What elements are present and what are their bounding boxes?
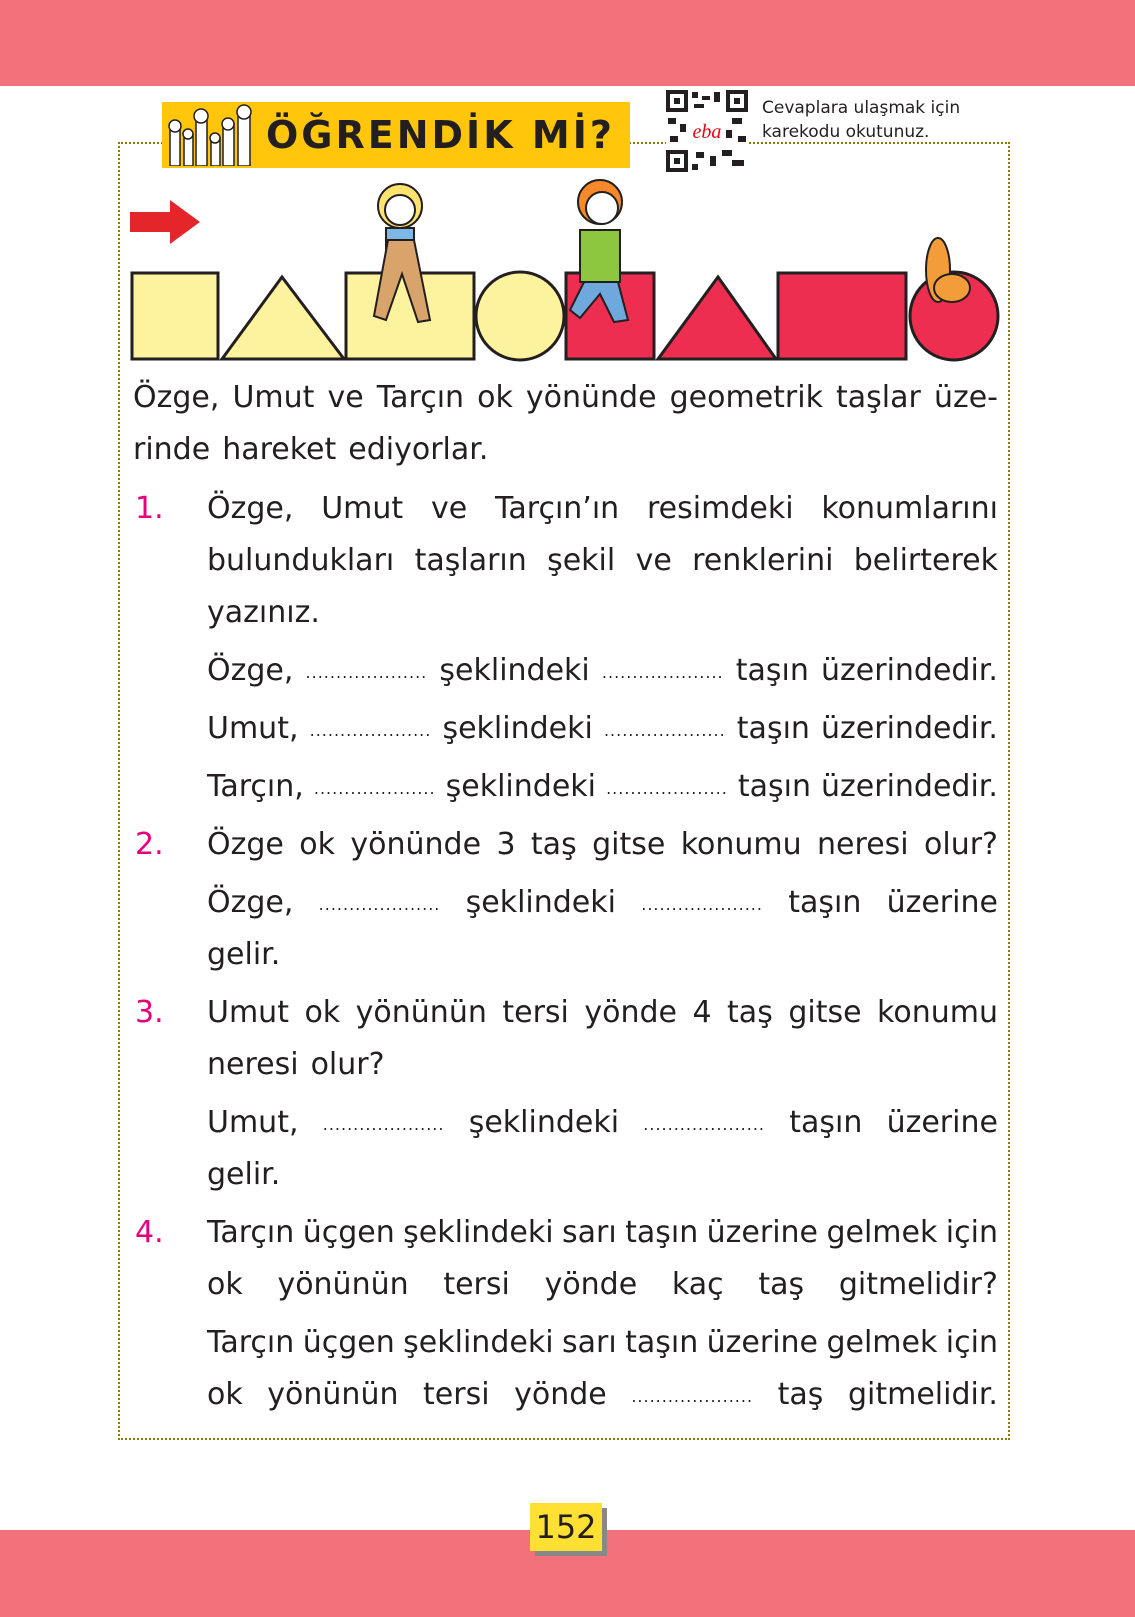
word: üzerindedir. bbox=[821, 652, 998, 688]
word: konumu bbox=[877, 994, 998, 1030]
answer-blank[interactable]: .................... bbox=[322, 1115, 445, 1134]
word: şeklindeki bbox=[403, 1214, 554, 1250]
word: üzerine bbox=[706, 1214, 819, 1250]
word: Özge, bbox=[207, 884, 294, 920]
word: için bbox=[945, 1214, 998, 1250]
word: ok bbox=[477, 379, 513, 415]
word: şeklindeki bbox=[403, 1324, 554, 1360]
word: gelir. bbox=[207, 1156, 281, 1192]
word: taş bbox=[530, 826, 577, 862]
word: yönde bbox=[584, 994, 677, 1030]
word: yönde bbox=[544, 1266, 638, 1302]
yellow-square-stone bbox=[132, 273, 218, 359]
text-line bbox=[133, 429, 998, 469]
text-line bbox=[207, 488, 998, 528]
text-line bbox=[207, 1212, 998, 1252]
question-number: 3. bbox=[135, 994, 164, 1030]
word: üzerindedir. bbox=[821, 710, 998, 746]
word: gelir. bbox=[207, 936, 281, 972]
text-line bbox=[207, 592, 998, 632]
qr-note bbox=[762, 96, 960, 144]
word: taş bbox=[777, 1376, 824, 1412]
word: ediyorlar. bbox=[348, 431, 489, 467]
word: taşın bbox=[736, 710, 810, 746]
text-line bbox=[207, 1374, 998, 1414]
word: yönünde bbox=[525, 379, 657, 415]
red-triangle-stone bbox=[658, 277, 776, 359]
word: Tarçın bbox=[207, 1324, 295, 1360]
word: üzerine bbox=[886, 1104, 998, 1140]
text-line bbox=[133, 377, 998, 417]
word: şeklindeki bbox=[445, 768, 596, 804]
word: taşın bbox=[788, 884, 862, 920]
word: ok bbox=[299, 826, 335, 862]
word: ve bbox=[327, 379, 364, 415]
word: yönde bbox=[514, 1376, 607, 1412]
text-line bbox=[207, 1102, 998, 1142]
word: Tarçın bbox=[207, 1214, 295, 1250]
section-title-banner bbox=[162, 102, 630, 168]
answer-blank[interactable]: .................... bbox=[631, 1387, 754, 1406]
text-line bbox=[207, 650, 998, 690]
word: rinde bbox=[133, 431, 211, 467]
word: yönünde bbox=[350, 826, 482, 862]
word: üçgen bbox=[302, 1324, 395, 1360]
word: şeklindeki bbox=[439, 652, 590, 688]
word: taş bbox=[727, 994, 773, 1030]
text-line bbox=[207, 1264, 998, 1304]
word: Özge, bbox=[207, 490, 294, 526]
word: ok bbox=[304, 994, 341, 1030]
word: Özge bbox=[207, 826, 284, 862]
word: şeklindeki bbox=[442, 710, 593, 746]
word: resimdeki bbox=[647, 490, 794, 526]
word: Tarçın’ın bbox=[495, 490, 620, 526]
word: tersi bbox=[423, 1376, 490, 1412]
word: ok bbox=[207, 1376, 243, 1412]
word: taşın bbox=[735, 652, 809, 688]
word: olur? bbox=[924, 826, 998, 862]
word: taşın bbox=[625, 1214, 699, 1250]
text-line bbox=[207, 1322, 998, 1362]
qr-note-line: Cevaplara ulaşmak için bbox=[762, 98, 961, 118]
word: ve bbox=[635, 542, 672, 578]
eba-logo: eba bbox=[692, 121, 722, 143]
word: yönünün bbox=[267, 1376, 399, 1412]
word: taşın bbox=[737, 768, 811, 804]
answer-blank[interactable]: .................... bbox=[305, 663, 428, 682]
section-title: ÖĞRENDİK Mİ? bbox=[266, 113, 615, 157]
top-band bbox=[0, 0, 1135, 86]
qr-code[interactable] bbox=[666, 90, 748, 172]
word: sarı bbox=[561, 1214, 617, 1250]
word: 3 bbox=[496, 826, 516, 862]
text-line bbox=[207, 934, 998, 974]
word: Tarçın bbox=[376, 379, 465, 415]
word: tersi bbox=[443, 1266, 510, 1302]
word: kaç bbox=[671, 1266, 724, 1302]
question-number: 1. bbox=[135, 490, 164, 526]
word: üzerindedir. bbox=[821, 768, 998, 804]
tarcin-dog-character bbox=[926, 238, 970, 302]
word: yönünün bbox=[355, 994, 487, 1030]
word: Özge, bbox=[133, 379, 220, 415]
word: Tarçın, bbox=[207, 768, 304, 804]
word: olur? bbox=[310, 1046, 385, 1082]
word: yönünün bbox=[277, 1266, 409, 1302]
word: tersi bbox=[502, 994, 569, 1030]
word: konumu bbox=[680, 826, 802, 862]
answer-blank[interactable]: .................... bbox=[318, 895, 441, 914]
word: bulundukları bbox=[207, 542, 395, 578]
word: Umut bbox=[321, 490, 404, 526]
word: gelmek bbox=[826, 1214, 938, 1250]
word: taşın bbox=[789, 1104, 863, 1140]
direction-arrow-icon bbox=[130, 200, 200, 244]
word: Umut, bbox=[207, 710, 299, 746]
yellow-triangle-stone bbox=[222, 277, 344, 359]
word: sarı bbox=[561, 1324, 617, 1360]
page-number: 152 bbox=[530, 1503, 602, 1551]
word: Umut bbox=[207, 994, 289, 1030]
word: taş bbox=[758, 1266, 805, 1302]
answer-blank[interactable]: .................... bbox=[643, 1115, 765, 1134]
word: ve bbox=[431, 490, 468, 526]
word: gelmek bbox=[826, 1324, 938, 1360]
text-line bbox=[207, 766, 998, 806]
geometric-stones-illustration bbox=[130, 170, 1010, 375]
word: neresi bbox=[817, 826, 909, 862]
yellow-circle-stone bbox=[476, 272, 564, 360]
word: Umut, bbox=[207, 1104, 299, 1140]
word: üzerine bbox=[706, 1324, 819, 1360]
word: Umut bbox=[232, 379, 315, 415]
word: taşlar bbox=[836, 379, 921, 415]
word: şeklindeki bbox=[465, 884, 616, 920]
red-square-stone bbox=[778, 273, 906, 359]
answer-blank[interactable]: .................... bbox=[313, 779, 436, 798]
word: şeklindeki bbox=[468, 1104, 620, 1140]
word: belirterek bbox=[853, 542, 998, 578]
word: gitmelidir. bbox=[847, 1376, 998, 1412]
text-line bbox=[207, 882, 998, 922]
word: renklerini bbox=[692, 542, 834, 578]
word: için bbox=[945, 1324, 998, 1360]
question-number: 2. bbox=[135, 826, 164, 862]
word: taşın bbox=[625, 1324, 699, 1360]
word: konumlarını bbox=[821, 490, 998, 526]
word: üçgen bbox=[302, 1214, 395, 1250]
word: Özge, bbox=[207, 652, 294, 688]
answer-blank[interactable]: .................... bbox=[641, 895, 763, 914]
word: gitse bbox=[592, 826, 666, 862]
word: şekil bbox=[547, 542, 616, 578]
raised-hands-icon bbox=[166, 104, 258, 166]
word: taşların bbox=[414, 542, 527, 578]
text-line bbox=[207, 824, 998, 864]
word: üzerine bbox=[886, 884, 998, 920]
word: geometrik bbox=[669, 379, 823, 415]
text-line bbox=[207, 1154, 998, 1194]
text-line bbox=[207, 992, 998, 1032]
text-line bbox=[207, 540, 998, 580]
word: 4 bbox=[692, 994, 712, 1030]
text-line bbox=[207, 708, 998, 748]
word: neresi bbox=[207, 1046, 299, 1082]
word: gitse bbox=[788, 994, 862, 1030]
word: üze- bbox=[933, 379, 998, 415]
answer-blank[interactable]: .................... bbox=[603, 721, 726, 740]
word: yazınız. bbox=[207, 594, 320, 630]
qr-note-line: karekodu okutunuz. bbox=[762, 122, 930, 142]
word: gitmelidir? bbox=[838, 1266, 998, 1302]
answer-blank[interactable]: .................... bbox=[606, 779, 728, 798]
text-line bbox=[207, 1044, 998, 1084]
word: ok bbox=[207, 1266, 243, 1302]
answer-blank[interactable]: .................... bbox=[601, 663, 724, 682]
question-number: 4. bbox=[135, 1214, 164, 1250]
word: hareket bbox=[222, 431, 337, 467]
answer-blank[interactable]: .................... bbox=[309, 721, 432, 740]
